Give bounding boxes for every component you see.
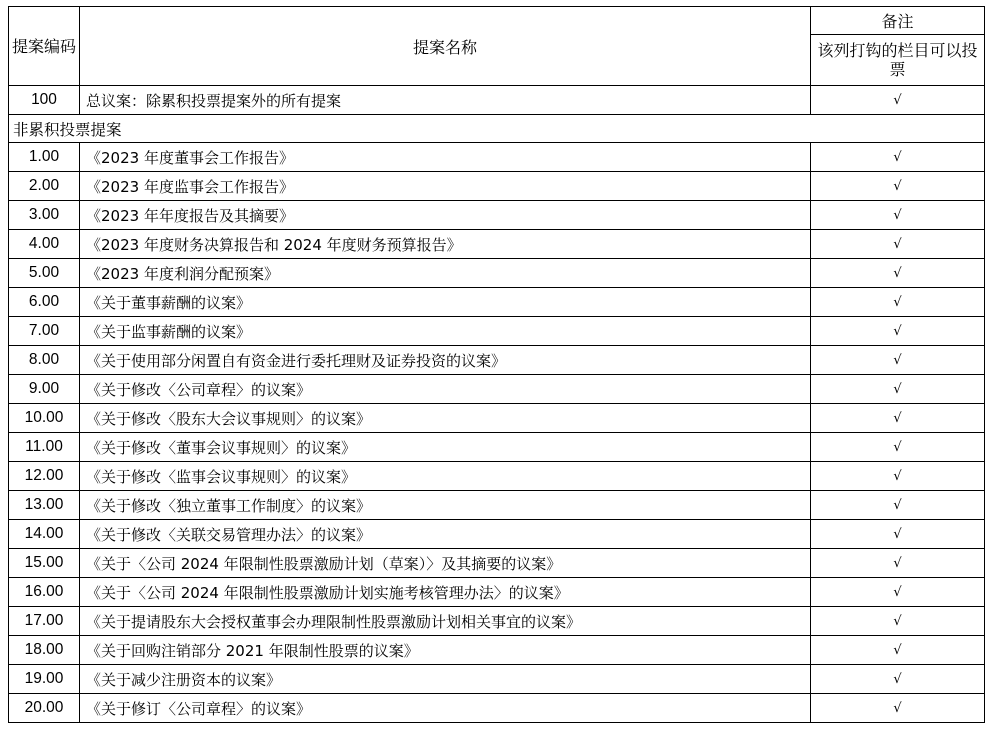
table-row <box>9 607 985 636</box>
proposal-code: 17.00 <box>9 607 80 636</box>
table-row <box>9 694 985 723</box>
proposal-code: 5.00 <box>9 259 80 288</box>
header-remark: 备注 <box>811 7 985 35</box>
proposal-name: 《关于〈公司 2024 年限制性股票激励计划（草案）〉及其摘要的议案》 <box>80 549 811 578</box>
table-row <box>9 201 985 230</box>
check-mark: √ <box>811 172 985 201</box>
proposal-code: 18.00 <box>9 636 80 665</box>
check-mark: √ <box>811 201 985 230</box>
proposal-name: 《2023 年度利润分配预案》 <box>80 259 811 288</box>
table-row <box>9 433 985 462</box>
proposal-name: 《关于修改〈股东大会议事规则〉的议案》 <box>80 404 811 433</box>
header-remark-note: 该列打钩的栏目可以投票 <box>811 35 985 86</box>
proposal-code: 9.00 <box>9 375 80 404</box>
proposal-code: 7.00 <box>9 317 80 346</box>
proposal-name: 《2023 年度财务决算报告和 2024 年度财务预算报告》 <box>80 230 811 259</box>
proposal-name: 《关于董事薪酬的议案》 <box>80 288 811 317</box>
proposal-name: 《2023 年度监事会工作报告》 <box>80 172 811 201</box>
total-proposal-row <box>9 86 985 115</box>
table-row <box>9 665 985 694</box>
table-row <box>9 462 985 491</box>
proposal-name: 《2023 年度董事会工作报告》 <box>80 143 811 172</box>
proposal-name: 《关于修改〈关联交易管理办法〉的议案》 <box>80 520 811 549</box>
check-mark: √ <box>811 549 985 578</box>
table-row <box>9 520 985 549</box>
proposal-code: 4.00 <box>9 230 80 259</box>
table-row <box>9 230 985 259</box>
table-row <box>9 317 985 346</box>
proposal-code: 6.00 <box>9 288 80 317</box>
proposal-code: 13.00 <box>9 491 80 520</box>
check-mark: √ <box>811 230 985 259</box>
proposal-code: 10.00 <box>9 404 80 433</box>
table-row <box>9 491 985 520</box>
proposal-name: 《关于监事薪酬的议案》 <box>80 317 811 346</box>
proposal-name: 《关于回购注销部分 2021 年限制性股票的议案》 <box>80 636 811 665</box>
check-mark: √ <box>811 375 985 404</box>
check-mark: √ <box>811 288 985 317</box>
proposal-code: 1.00 <box>9 143 80 172</box>
table-row <box>9 346 985 375</box>
table-row <box>9 404 985 433</box>
check-mark: √ <box>811 607 985 636</box>
proposal-name: 《关于〈公司 2024 年限制性股票激励计划实施考核管理办法〉的议案》 <box>80 578 811 607</box>
check-mark: √ <box>811 636 985 665</box>
proposal-name: 《关于使用部分闲置自有资金进行委托理财及证券投资的议案》 <box>80 346 811 375</box>
table-row <box>9 578 985 607</box>
check-mark: √ <box>811 433 985 462</box>
proposal-code: 16.00 <box>9 578 80 607</box>
proposal-name: 《关于减少注册资本的议案》 <box>80 665 811 694</box>
table-row <box>9 288 985 317</box>
check-mark: √ <box>811 578 985 607</box>
proposal-name: 《关于修改〈董事会议事规则〉的议案》 <box>80 433 811 462</box>
header-proposal-code: 提案编码 <box>9 7 80 86</box>
proposal-name: 总议案：除累积投票提案外的所有提案 <box>80 86 811 115</box>
proposal-code: 2.00 <box>9 172 80 201</box>
proposal-code: 100 <box>9 86 80 115</box>
proposal-code: 12.00 <box>9 462 80 491</box>
proposal-table <box>8 6 985 723</box>
proposal-code: 20.00 <box>9 694 80 723</box>
proposal-code: 19.00 <box>9 665 80 694</box>
table-row <box>9 636 985 665</box>
check-mark: √ <box>811 694 985 723</box>
check-mark: √ <box>811 346 985 375</box>
table-row <box>9 259 985 288</box>
check-mark: √ <box>811 317 985 346</box>
section-row <box>9 115 985 143</box>
check-mark: √ <box>811 143 985 172</box>
proposal-code: 8.00 <box>9 346 80 375</box>
table-row <box>9 549 985 578</box>
proposal-code: 14.00 <box>9 520 80 549</box>
proposal-name: 《关于修订〈公司章程〉的议案》 <box>80 694 811 723</box>
check-mark: √ <box>811 665 985 694</box>
proposal-code: 11.00 <box>9 433 80 462</box>
table-row <box>9 172 985 201</box>
check-mark: √ <box>811 404 985 433</box>
check-mark: √ <box>811 86 985 115</box>
section-title: 非累积投票提案 <box>9 115 985 143</box>
proposal-name: 《关于修改〈独立董事工作制度〉的议案》 <box>80 491 811 520</box>
proposal-name: 《关于提请股东大会授权董事会办理限制性股票激励计划相关事宜的议案》 <box>80 607 811 636</box>
header-row <box>9 7 985 35</box>
proposal-name: 《关于修改〈监事会议事规则〉的议案》 <box>80 462 811 491</box>
check-mark: √ <box>811 259 985 288</box>
check-mark: √ <box>811 520 985 549</box>
check-mark: √ <box>811 491 985 520</box>
table-row <box>9 375 985 404</box>
proposal-code: 15.00 <box>9 549 80 578</box>
proposal-code: 3.00 <box>9 201 80 230</box>
table-row <box>9 143 985 172</box>
check-mark: √ <box>811 462 985 491</box>
proposal-name: 《2023 年年度报告及其摘要》 <box>80 201 811 230</box>
header-proposal-name: 提案名称 <box>80 7 811 86</box>
proposal-name: 《关于修改〈公司章程〉的议案》 <box>80 375 811 404</box>
